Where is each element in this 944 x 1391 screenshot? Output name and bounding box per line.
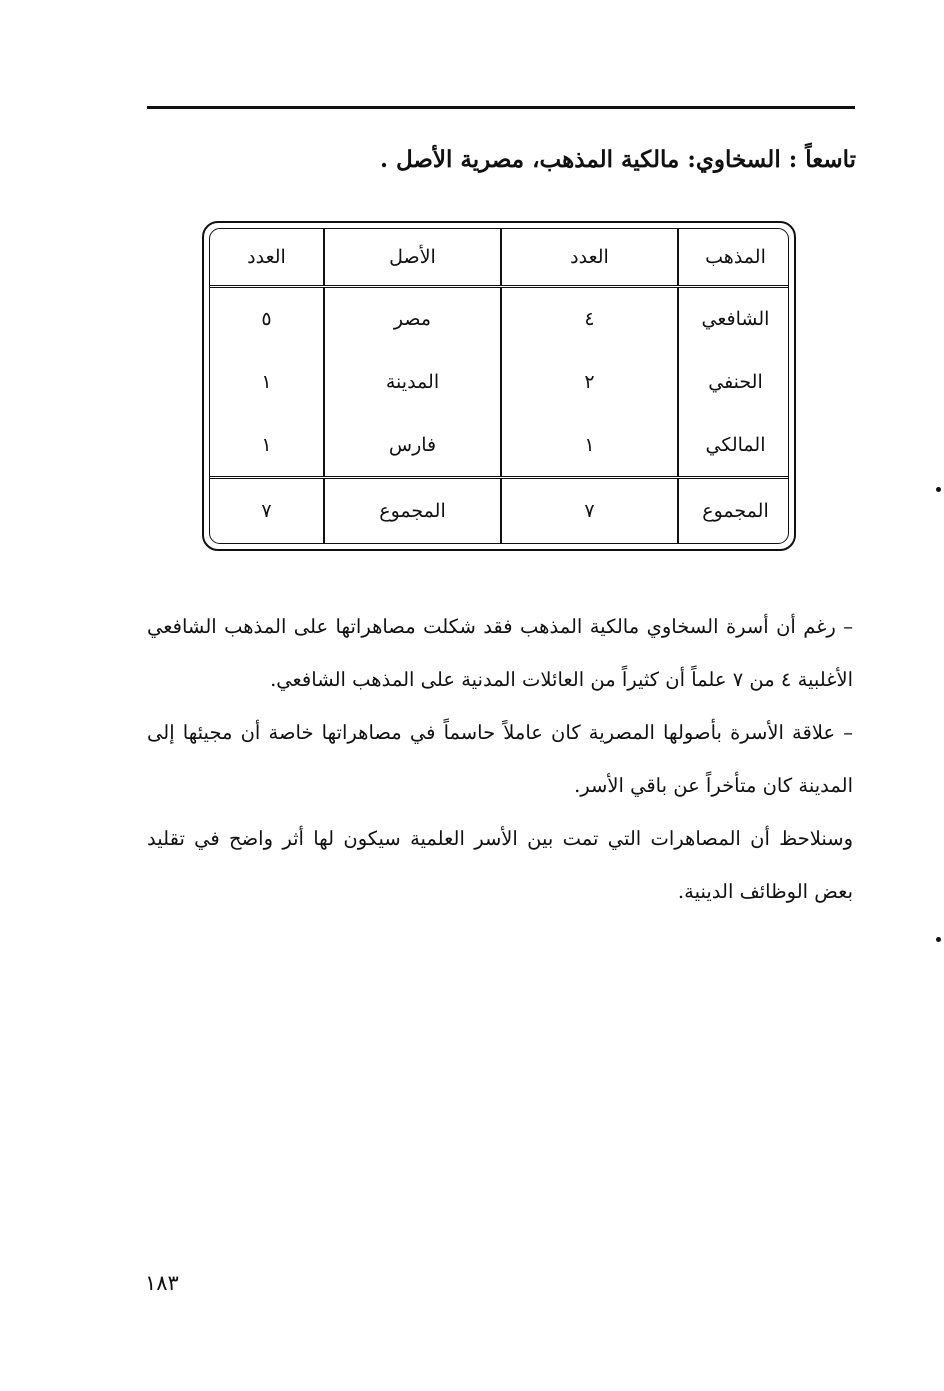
table-cell: ٢ xyxy=(501,351,678,414)
total-cell: ٧ xyxy=(210,478,324,543)
marriage-table xyxy=(210,229,789,543)
table-cell: ١ xyxy=(501,413,678,477)
total-cell: المجموع xyxy=(678,478,789,543)
header-count-2: العدد xyxy=(210,229,324,287)
section-heading: تاسعاً : السخاوي: مالكية المذهب، مصرية الأصل . xyxy=(379,146,856,173)
table-total-row xyxy=(210,478,789,543)
table-cell: ١ xyxy=(261,371,272,394)
table-frame xyxy=(202,221,796,551)
table-cell: المالكي xyxy=(678,413,789,477)
table-cell: ٤ xyxy=(501,287,678,351)
margin-mark xyxy=(936,487,941,492)
total-cell: ٧ xyxy=(501,478,678,543)
table-cell: ١ xyxy=(261,433,272,456)
body-text xyxy=(147,600,853,918)
paragraph-1: – رغم أن أسرة السخاوي مالكية المذهب فقد شكلت مصاهراتها على المذهب الشافعي الأغلبية ٤ من ٧ علماً أن كثيراً من العائلات المدنية على المذهب الشافعي. xyxy=(147,615,853,691)
margin-mark xyxy=(936,937,941,942)
page-number: ١٨٣ xyxy=(145,1271,179,1295)
table-row xyxy=(210,287,789,351)
table-cell: فارس xyxy=(324,413,501,477)
table-cell: مصر xyxy=(324,287,501,351)
header-madhhab: المذهب xyxy=(678,229,789,287)
table-cell: المدينة xyxy=(324,351,501,414)
header-origin: الأصل xyxy=(324,229,501,287)
table-inner-border xyxy=(209,228,789,544)
table-cell: الشافعي xyxy=(678,287,789,351)
table-cell: الحنفي xyxy=(678,351,789,414)
table-header-row xyxy=(210,229,789,287)
paragraph-3: وسنلاحظ أن المصاهرات التي تمت بين الأسر العلمية سيكون لها أثر واضح في تقليد بعض الوظائف الدينية. xyxy=(147,827,853,903)
header-count-1: العدد xyxy=(501,229,678,287)
top-rule xyxy=(147,106,855,109)
paragraph-2: – علاقة الأسرة بأصولها المصرية كان عاملاً حاسماً في مصاهراتها خاصة أن مجيئها إلى المدينة كان متأخراً عن باقي الأسر. xyxy=(147,721,853,797)
table-row xyxy=(210,351,789,414)
total-cell: المجموع xyxy=(324,478,501,543)
table-cell: ٥ xyxy=(261,308,272,331)
table-row xyxy=(210,413,789,477)
